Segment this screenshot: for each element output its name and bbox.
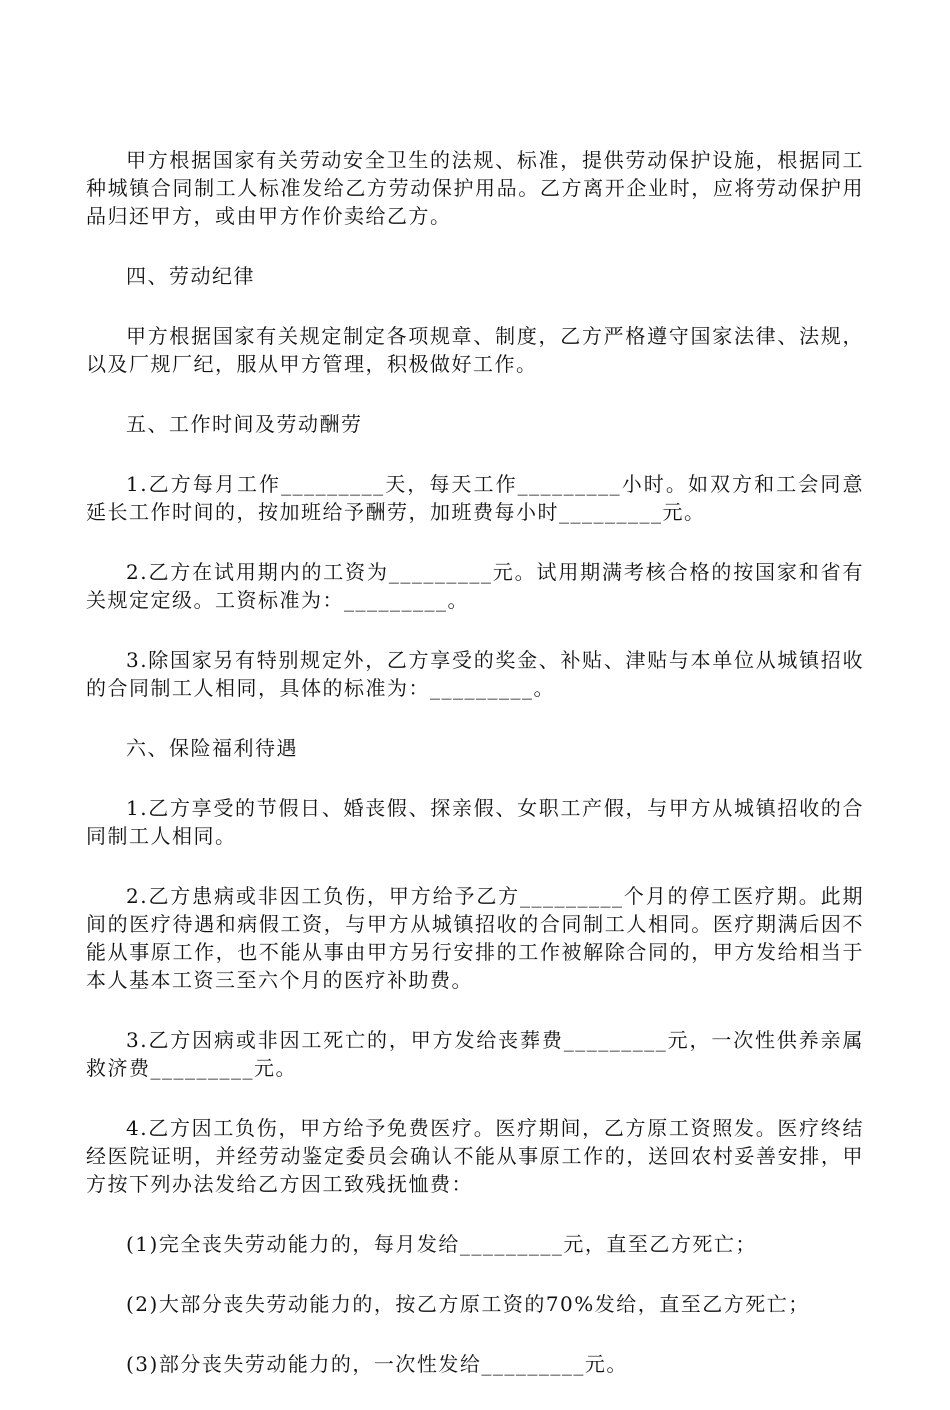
clause-full-disability: (1)完全丧失劳动能力的，每月发给_________元，直至乙方死亡； [126,1232,757,1256]
clause-holidays-leave: 1.乙方享受的节假日、婚丧假、探亲假、女职工产假，与甲方从城镇招收的合同制工人相同。 [86,796,864,848]
clause-death-funeral: 3.乙方因病或非因工死亡的，甲方发给丧葬费_________元，一次性供养亲属救济费_________元。 [86,1028,864,1080]
clause-partial-disability: (3)部分丧失劳动能力的，一次性发给_________元。 [126,1352,628,1376]
clause-working-hours: 1.乙方每月工作_________天，每天工作_________小时。如双方和工会同意延长工作时间的，按加班给予酬劳，加班费每小时_________元。 [86,472,864,524]
section-heading-insurance-welfare: 六、保险福利待遇 [126,736,298,760]
section-heading-labor-discipline: 四、劳动纪律 [126,264,255,288]
clause-illness-medical-period: 2.乙方患病或非因工负伤，甲方给予乙方_________个月的停工医疗期。此期间的医疗待遇和病假工资，与甲方从城镇招收的合同制工人相同。医疗期满后因不能从事原工作，也不能从事由甲方另行安排的工作被解除合同的，甲方发给相当于本人基本工资三至六个月的医疗补助费。 [86,884,864,992]
clause-bonus-allowance: 3.除国家另有特别规定外，乙方享受的奖金、补贴、津贴与本单位从城镇招收的合同制工人相同，具体的标准为：_________。 [86,648,864,700]
paragraph-labor-discipline: 甲方根据国家有关规定制定各项规章、制度，乙方严格遵守国家法律、法规，以及厂规厂纪，服从甲方管理，积极做好工作。 [86,324,864,376]
document-body [86,146,864,1410]
clause-major-disability: (2)大部分丧失劳动能力的，按乙方原工资的70%发给，直至乙方死亡； [126,1292,810,1316]
clause-work-injury: 4.乙方因工负伤，甲方给予免费医疗。医疗期间，乙方原工资照发。医疗终结经医院证明，并经劳动鉴定委员会确认不能从事原工作的，送回农村妥善安排，甲方按下列办法发给乙方因工致残抚恤费： [86,1116,864,1196]
clause-probation-wage: 2.乙方在试用期内的工资为_________元。试用期满考核合格的按国家和省有关规定定级。工资标准为：_________。 [86,560,864,612]
section-heading-working-hours-pay: 五、工作时间及劳动酬劳 [126,412,363,436]
paragraph-labor-protection: 甲方根据国家有关劳动安全卫生的法规、标准，提供劳动保护设施，根据同工种城镇合同制工人标准发给乙方劳动保护用品。乙方离开企业时，应将劳动保护用品归还甲方，或由甲方作价卖给乙方。 [86,148,864,228]
